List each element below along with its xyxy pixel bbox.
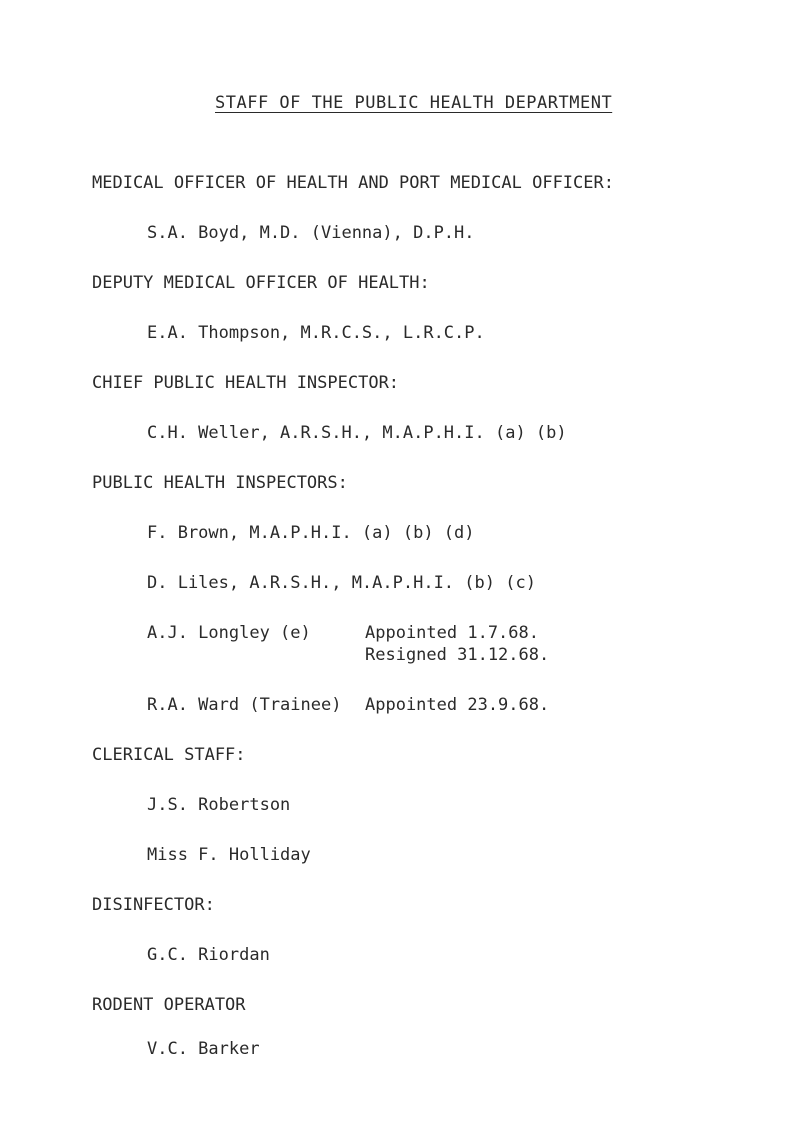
ward-appointed-note: Appointed 23.9.68. bbox=[365, 695, 550, 715]
deputy-entry: E.A. Thompson, M.R.C.S., L.R.C.P. bbox=[147, 323, 485, 343]
longley-resigned-note: Resigned 31.12.68. bbox=[365, 645, 550, 665]
inspector-entry: F. Brown, M.A.P.H.I. (a) (b) (d) bbox=[147, 523, 475, 543]
chief-heading: CHIEF PUBLIC HEALTH INSPECTOR: bbox=[92, 373, 400, 393]
moh-entry: S.A. Boyd, M.D. (Vienna), D.P.H. bbox=[147, 223, 475, 243]
rodent-heading: RODENT OPERATOR bbox=[92, 995, 246, 1015]
inspector-entry: A.J. Longley (e) bbox=[147, 623, 311, 643]
clerical-entry: Miss F. Holliday bbox=[147, 845, 311, 865]
disinfector-entry: G.C. Riordan bbox=[147, 945, 270, 965]
inspector-entry: R.A. Ward (Trainee) bbox=[147, 695, 342, 715]
page-title: STAFF OF THE PUBLIC HEALTH DEPARTMENT bbox=[215, 93, 613, 113]
moh-heading: MEDICAL OFFICER OF HEALTH AND PORT MEDICAL OFFICER: bbox=[92, 173, 614, 193]
inspector-entry: D. Liles, A.R.S.H., M.A.P.H.I. (b) (c) bbox=[147, 573, 536, 593]
longley-appointed-note: Appointed 1.7.68. bbox=[365, 623, 539, 643]
deputy-heading: DEPUTY MEDICAL OFFICER OF HEALTH: bbox=[92, 273, 430, 293]
clerical-heading: CLERICAL STAFF: bbox=[92, 745, 246, 765]
chief-entry: C.H. Weller, A.R.S.H., M.A.P.H.I. (a) (b) bbox=[147, 423, 567, 443]
rodent-entry: V.C. Barker bbox=[147, 1039, 260, 1059]
disinfector-heading: DISINFECTOR: bbox=[92, 895, 215, 915]
clerical-entry: J.S. Robertson bbox=[147, 795, 291, 815]
inspectors-heading: PUBLIC HEALTH INSPECTORS: bbox=[92, 473, 348, 493]
